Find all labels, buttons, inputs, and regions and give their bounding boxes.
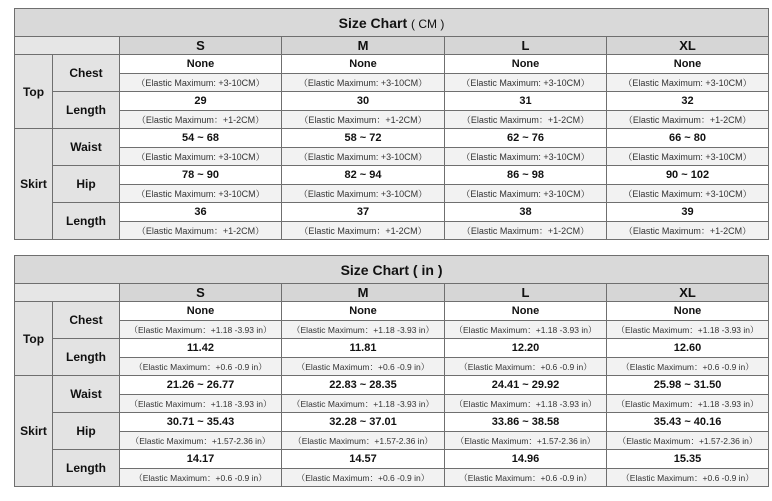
measurement-value: None xyxy=(607,302,769,321)
measurement-value: 11.81 xyxy=(282,339,445,358)
elastic-note: （Elastic Maximum: +3-10CM） xyxy=(282,185,445,203)
measurement-label: Length xyxy=(53,450,120,487)
elastic-note: （Elastic Maximum：+1.18 -3.93 in） xyxy=(445,395,607,413)
measure-row xyxy=(15,129,769,148)
measurement-value: None xyxy=(445,302,607,321)
elastic-note: （Elastic Maximum：+1.57-2.36 in） xyxy=(607,432,769,450)
measurement-value: 24.41 ~ 29.92 xyxy=(445,376,607,395)
elastic-note: （Elastic Maximum：+0.6 -0.9 in） xyxy=(120,358,282,376)
measurement-value: 86 ~ 98 xyxy=(445,166,607,185)
measure-row xyxy=(15,339,769,358)
elastic-note: （Elastic Maximum：+1.18 -3.93 in） xyxy=(607,395,769,413)
measure-row xyxy=(15,302,769,321)
in-size-header-blank xyxy=(15,284,120,302)
measurement-value: 29 xyxy=(120,92,282,111)
elastic-note: （Elastic Maximum：+1-2CM） xyxy=(120,111,282,129)
elastic-note: （Elastic Maximum: +3-10CM） xyxy=(120,148,282,166)
note-row xyxy=(15,185,769,203)
elastic-note: （Elastic Maximum：+1-2CM） xyxy=(445,222,607,240)
elastic-note: （Elastic Maximum：+1.18 -3.93 in） xyxy=(282,395,445,413)
measurement-value: 66 ~ 80 xyxy=(607,129,769,148)
measurement-value: 54 ~ 68 xyxy=(120,129,282,148)
measurement-label: Chest xyxy=(53,55,120,92)
elastic-note: （Elastic Maximum：+0.6 -0.9 in） xyxy=(445,358,607,376)
measurement-value: 32.28 ~ 37.01 xyxy=(282,413,445,432)
in-top-section xyxy=(15,302,769,376)
cm-size-header-row xyxy=(15,37,769,55)
measurement-value: None xyxy=(282,302,445,321)
elastic-note: （Elastic Maximum：+1.57-2.36 in） xyxy=(120,432,282,450)
cm-title-unit: ( CM ) xyxy=(411,16,445,31)
section-label-top: Top xyxy=(15,55,53,129)
measurement-value: 78 ~ 90 xyxy=(120,166,282,185)
elastic-note: （Elastic Maximum：+0.6 -0.9 in） xyxy=(607,469,769,487)
measurement-value: 90 ~ 102 xyxy=(607,166,769,185)
measurement-value: 25.98 ~ 31.50 xyxy=(607,376,769,395)
elastic-note: （Elastic Maximum: +3-10CM） xyxy=(282,148,445,166)
cm-skirt-section xyxy=(15,129,769,240)
measure-row xyxy=(15,166,769,185)
note-row xyxy=(15,74,769,92)
elastic-note: （Elastic Maximum：+1.18 -3.93 in） xyxy=(120,395,282,413)
measurement-value: 15.35 xyxy=(607,450,769,469)
elastic-note: （Elastic Maximum：+1.18 -3.93 in） xyxy=(445,321,607,339)
measurement-label: Length xyxy=(53,339,120,376)
measurement-label: Length xyxy=(53,203,120,240)
elastic-note: （Elastic Maximum：+1-2CM） xyxy=(120,222,282,240)
measurement-value: None xyxy=(120,302,282,321)
note-row xyxy=(15,321,769,339)
note-row xyxy=(15,432,769,450)
elastic-note: （Elastic Maximum: +3-10CM） xyxy=(282,74,445,92)
measurement-value: 58 ~ 72 xyxy=(282,129,445,148)
elastic-note: （Elastic Maximum：+0.6 -0.9 in） xyxy=(282,358,445,376)
measurement-value: 12.20 xyxy=(445,339,607,358)
elastic-note: （Elastic Maximum：+1-2CM） xyxy=(282,222,445,240)
elastic-note: （Elastic Maximum：+1.18 -3.93 in） xyxy=(120,321,282,339)
measurement-label: Hip xyxy=(53,413,120,450)
measurement-value: 14.96 xyxy=(445,450,607,469)
section-label-skirt: Skirt xyxy=(15,376,53,487)
measurement-value: 38 xyxy=(445,203,607,222)
size-chart-cm xyxy=(14,8,769,240)
cm-size-header-xl: XL xyxy=(607,37,769,55)
measurement-value: None xyxy=(282,55,445,74)
measure-row xyxy=(15,203,769,222)
elastic-note: （Elastic Maximum：+0.6 -0.9 in） xyxy=(120,469,282,487)
measurement-value: 32 xyxy=(607,92,769,111)
in-size-header-s: S xyxy=(120,284,282,302)
measurement-value: 39 xyxy=(607,203,769,222)
elastic-note: （Elastic Maximum：+1-2CM） xyxy=(607,111,769,129)
measurement-value: 31 xyxy=(445,92,607,111)
measurement-value: 37 xyxy=(282,203,445,222)
measurement-value: None xyxy=(120,55,282,74)
measurement-value: 11.42 xyxy=(120,339,282,358)
in-size-header-xl: XL xyxy=(607,284,769,302)
elastic-note: （Elastic Maximum: +3-10CM） xyxy=(445,148,607,166)
note-row xyxy=(15,358,769,376)
in-skirt-section xyxy=(15,376,769,487)
elastic-note: （Elastic Maximum: +3-10CM） xyxy=(607,74,769,92)
measure-row xyxy=(15,92,769,111)
note-row xyxy=(15,111,769,129)
elastic-note: （Elastic Maximum：+1.18 -3.93 in） xyxy=(607,321,769,339)
elastic-note: （Elastic Maximum：+0.6 -0.9 in） xyxy=(607,358,769,376)
cm-size-header-blank xyxy=(15,37,120,55)
measurement-label: Hip xyxy=(53,166,120,203)
in-title-row xyxy=(15,256,769,284)
elastic-note: （Elastic Maximum：+1.57-2.36 in） xyxy=(282,432,445,450)
measurement-value: 30.71 ~ 35.43 xyxy=(120,413,282,432)
section-label-skirt: Skirt xyxy=(15,129,53,240)
measurement-value: 12.60 xyxy=(607,339,769,358)
elastic-note: （Elastic Maximum：+1.57-2.36 in） xyxy=(445,432,607,450)
in-size-header-l: L xyxy=(445,284,607,302)
section-label-top: Top xyxy=(15,302,53,376)
in-chart-title: Size Chart ( in ) xyxy=(15,256,769,284)
cm-top-section xyxy=(15,55,769,129)
measurement-value: 21.26 ~ 26.77 xyxy=(120,376,282,395)
elastic-note: （Elastic Maximum: +3-10CM） xyxy=(607,185,769,203)
measurement-label: Waist xyxy=(53,129,120,166)
elastic-note: （Elastic Maximum：+1-2CM） xyxy=(607,222,769,240)
note-row xyxy=(15,395,769,413)
elastic-note: （Elastic Maximum: +3-10CM） xyxy=(120,74,282,92)
note-row xyxy=(15,148,769,166)
measurement-value: 36 xyxy=(120,203,282,222)
measurement-label: Chest xyxy=(53,302,120,339)
size-chart-inch xyxy=(14,255,769,487)
measurement-value: 35.43 ~ 40.16 xyxy=(607,413,769,432)
elastic-note: （Elastic Maximum: +3-10CM） xyxy=(445,185,607,203)
measure-row xyxy=(15,450,769,469)
measurement-value: None xyxy=(445,55,607,74)
measurement-value: 62 ~ 76 xyxy=(445,129,607,148)
elastic-note: （Elastic Maximum: +3-10CM） xyxy=(120,185,282,203)
elastic-note: （Elastic Maximum：+0.6 -0.9 in） xyxy=(282,469,445,487)
measurement-label: Waist xyxy=(53,376,120,413)
cm-chart-title xyxy=(15,9,769,37)
cm-size-header-l: L xyxy=(445,37,607,55)
note-row xyxy=(15,222,769,240)
elastic-note: （Elastic Maximum: +3-10CM） xyxy=(445,74,607,92)
note-row xyxy=(15,469,769,487)
elastic-note: （Elastic Maximum：+1.18 -3.93 in） xyxy=(282,321,445,339)
measure-row xyxy=(15,376,769,395)
measurement-value: 14.17 xyxy=(120,450,282,469)
cm-size-header-m: M xyxy=(282,37,445,55)
cm-title-row xyxy=(15,9,769,37)
measurement-value: 14.57 xyxy=(282,450,445,469)
elastic-note: （Elastic Maximum: +3-10CM） xyxy=(607,148,769,166)
cm-title-text: Size Chart xyxy=(338,14,408,31)
in-size-header-m: M xyxy=(282,284,445,302)
measurement-value: 82 ~ 94 xyxy=(282,166,445,185)
elastic-note: （Elastic Maximum：+0.6 -0.9 in） xyxy=(445,469,607,487)
measure-row xyxy=(15,55,769,74)
measurement-value: 22.83 ~ 28.35 xyxy=(282,376,445,395)
measurement-value: 33.86 ~ 38.58 xyxy=(445,413,607,432)
elastic-note: （Elastic Maximum：+1-2CM） xyxy=(282,111,445,129)
measurement-label: Length xyxy=(53,92,120,129)
in-size-header-row xyxy=(15,284,769,302)
measure-row xyxy=(15,413,769,432)
elastic-note: （Elastic Maximum：+1-2CM） xyxy=(445,111,607,129)
measurement-value: 30 xyxy=(282,92,445,111)
cm-size-header-s: S xyxy=(120,37,282,55)
measurement-value: None xyxy=(607,55,769,74)
